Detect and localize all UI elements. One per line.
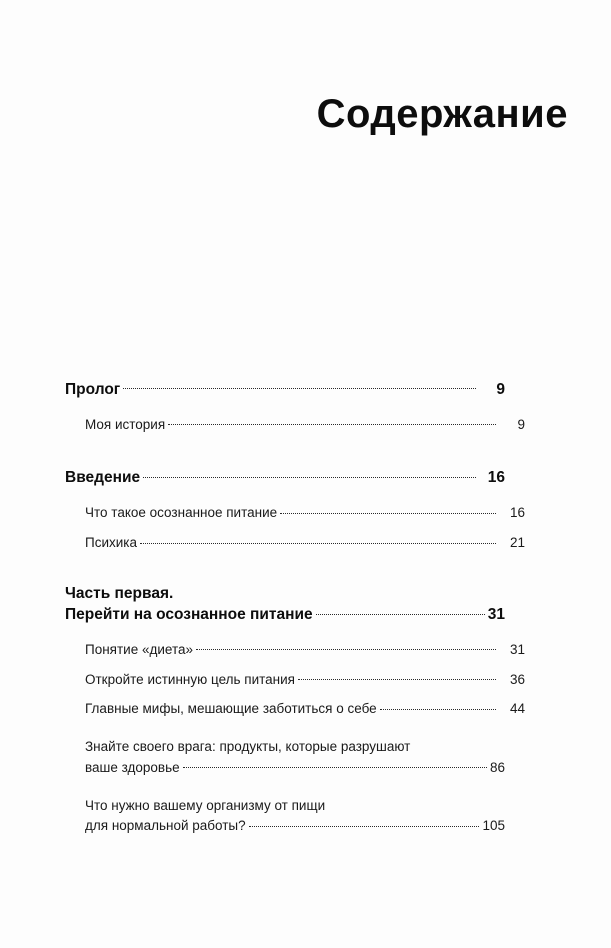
spacer — [65, 624, 505, 640]
toc-entry-part-one[interactable] — [65, 585, 505, 624]
toc-entry-my-story[interactable] — [65, 415, 525, 433]
spacer — [65, 717, 505, 737]
toc-entry-first-line: Часть первая. — [65, 585, 174, 603]
dot-leader — [380, 700, 496, 714]
dot-leader — [143, 467, 476, 483]
page-title: Содержание — [316, 92, 568, 136]
toc-entry-what-is-mindful-eating[interactable] — [65, 504, 525, 522]
toc-entry-page: 16 — [509, 505, 525, 521]
toc-entry-label: для нормальной работы? — [85, 818, 246, 834]
toc-entry-main-myths[interactable] — [65, 700, 525, 718]
spacer — [65, 488, 505, 504]
toc-entry-page: 16 — [487, 469, 505, 487]
toc-entry-label: Что такое осознанное питание — [85, 505, 278, 521]
toc-entry-page: 9 — [517, 416, 525, 432]
toc-entry-label: Понятие «диета» — [85, 641, 193, 657]
dot-leader — [140, 534, 496, 548]
toc-entry-label: Перейти на осознанное питание — [65, 605, 313, 623]
toc-entry-first-line: Что нужно вашему организму от пищи — [85, 798, 326, 814]
spacer — [65, 399, 505, 415]
dot-leader — [168, 415, 496, 429]
spacer — [65, 433, 505, 467]
spacer — [65, 551, 505, 585]
toc-entry-label: Откройте истинную цель питания — [85, 671, 295, 687]
toc-entry-page: 105 — [482, 818, 505, 834]
toc-entry-what-body-needs-line2[interactable] — [85, 817, 505, 835]
toc-entry-prolog[interactable] — [65, 378, 505, 399]
toc-entry-diet-concept[interactable] — [65, 640, 525, 658]
toc-entry-label: Моя история — [85, 416, 166, 432]
dot-leader — [183, 758, 487, 772]
dot-leader — [123, 378, 476, 394]
spacer — [65, 658, 505, 670]
toc-entry-know-your-enemy[interactable] — [65, 737, 505, 776]
spacer — [65, 688, 505, 700]
toc-entry-page: 31 — [487, 605, 505, 623]
toc-entry-first-line: Знайте своего врага: продукты, которые разрушают — [85, 739, 411, 755]
dot-leader — [280, 504, 496, 518]
spacer — [65, 776, 505, 796]
dot-leader — [316, 603, 485, 619]
toc-entry-page: 31 — [509, 641, 525, 657]
toc-entry-part-one-line2[interactable] — [65, 603, 505, 624]
toc-entry-what-body-needs[interactable] — [65, 796, 505, 835]
toc-entry-label: Психика — [85, 535, 137, 551]
toc-entry-page: 36 — [509, 671, 525, 687]
spacer — [65, 522, 505, 534]
toc-entry-psyche[interactable] — [65, 534, 525, 552]
toc-entry-page: 44 — [509, 701, 525, 717]
toc-entry-page: 86 — [489, 759, 505, 775]
table-of-contents — [65, 378, 525, 835]
toc-entry-introduction[interactable] — [65, 467, 505, 488]
toc-entry-label: ваше здоровье — [85, 759, 180, 775]
dot-leader — [249, 817, 480, 831]
toc-entry-label: Введение — [65, 469, 141, 487]
toc-entry-page: 9 — [496, 380, 505, 398]
dot-leader — [196, 640, 496, 654]
dot-leader — [298, 670, 496, 684]
toc-entry-true-purpose-of-nutrition[interactable] — [65, 670, 525, 688]
toc-entry-label: Главные мифы, мешающие заботиться о себе — [85, 701, 377, 717]
toc-entry-page: 21 — [509, 535, 525, 551]
toc-entry-label: Пролог — [65, 380, 121, 398]
toc-entry-know-your-enemy-line2[interactable] — [85, 758, 505, 776]
